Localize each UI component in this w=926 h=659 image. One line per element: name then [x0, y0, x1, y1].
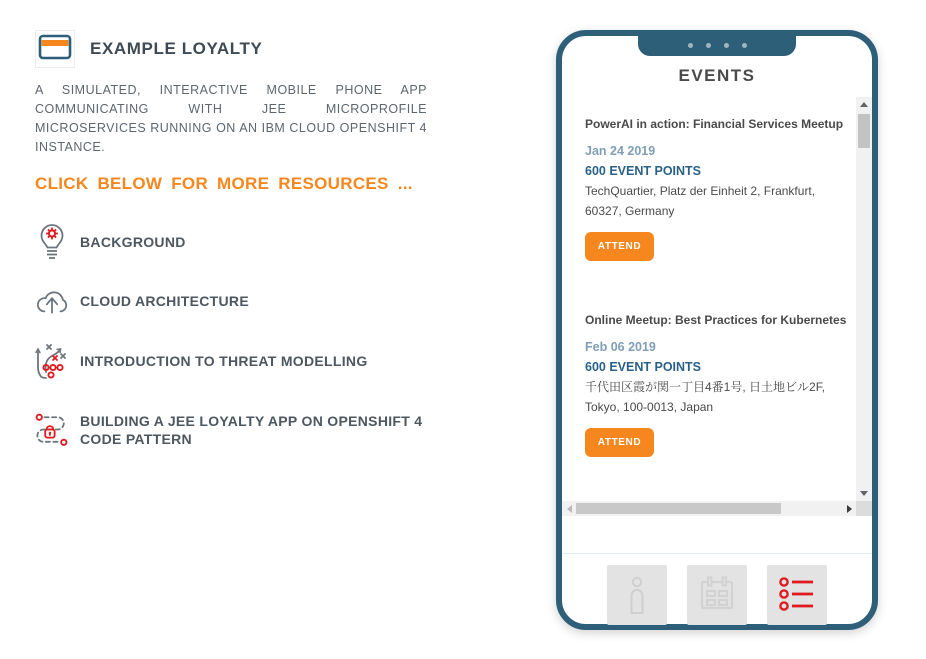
attend-button[interactable]: ATTEND	[585, 428, 654, 457]
event-address-line2: Tokyo, 100-0013, Japan	[585, 400, 714, 414]
attend-button[interactable]: ATTEND	[585, 232, 654, 261]
app-description: A SIMULATED, INTERACTIVE MOBILE PHONE APP COMMUNICATING WITH JEE MICROPROFILE MICROSERVICES RUNNING ON AN IBM CLOUD OPENSHIFT 4 INSTANCE.	[35, 83, 427, 154]
resource-label: INTRODUCTION TO THREAT MODELLING	[80, 353, 368, 369]
scroll-left-button[interactable]	[562, 501, 576, 516]
events-scroll-area	[562, 97, 872, 516]
list-icon	[777, 575, 817, 616]
event-points: 600 EVENT POINTS	[585, 360, 702, 374]
phone-mockup	[556, 30, 878, 630]
resource-label: CLOUD ARCHITECTURE	[80, 293, 249, 309]
resource-link-code-pattern[interactable]	[35, 412, 435, 448]
event-date: Jan 24 2019	[585, 144, 656, 158]
calendar-tab[interactable]	[687, 565, 747, 625]
scroll-down-button[interactable]	[856, 486, 872, 501]
vertical-scrollbar[interactable]	[856, 97, 872, 501]
right-arrow-icon	[847, 505, 852, 513]
event-points: 600 EVENT POINTS	[585, 164, 702, 178]
notch-dot	[724, 43, 729, 48]
horizontal-scroll-thumb[interactable]	[576, 503, 781, 514]
notch-dot	[742, 43, 747, 48]
event-address-line2: 60327, Germany	[585, 204, 675, 218]
notch-dot	[688, 43, 693, 48]
up-arrow-icon	[860, 102, 868, 107]
event-address-line1: TechQuartier, Platz der Einheit 2, Frankfurt,	[585, 184, 816, 198]
person-icon	[620, 574, 654, 617]
scrollbar-corner	[856, 501, 872, 516]
event-card	[585, 117, 856, 261]
event-title: PowerAI in action: Financial Services Meetup	[585, 117, 844, 131]
scroll-right-button[interactable]	[842, 501, 856, 516]
calendar-icon	[697, 574, 737, 617]
secure-path-icon	[35, 412, 69, 448]
app-header	[35, 30, 435, 68]
scroll-up-button[interactable]	[856, 97, 872, 112]
events-list	[562, 97, 856, 501]
lightbulb-gear-icon	[35, 222, 69, 262]
resource-label: BUILDING A JEE LOYALTY APP ON OPENSHIFT 4 CODE PATTERN	[80, 413, 423, 447]
phone-notch	[638, 35, 796, 56]
notch-dot	[706, 43, 711, 48]
event-title: Online Meetup: Best Practices for Kubernetes	[585, 313, 847, 327]
loyalty-card-icon-box	[35, 30, 75, 68]
resources-heading: CLICK BELOW FOR MORE RESOURCES ...	[35, 174, 413, 193]
strategy-play-icon	[35, 342, 69, 380]
events-tab[interactable]	[767, 565, 827, 625]
resource-label: BACKGROUND	[80, 234, 186, 250]
horizontal-scrollbar[interactable]	[562, 501, 856, 516]
event-date: Feb 06 2019	[585, 340, 656, 354]
screen-title: EVENTS	[678, 66, 756, 85]
resource-link-cloud-architecture[interactable]	[35, 286, 435, 316]
resource-link-background[interactable]	[35, 222, 435, 262]
bottom-navigation	[562, 554, 872, 625]
loyalty-card-icon	[38, 33, 72, 66]
resource-link-threat-modelling[interactable]	[35, 342, 435, 380]
vertical-scroll-thumb[interactable]	[858, 114, 870, 148]
event-address-line1: 千代田区霞が関一丁目4番1号, 日土地ビル2F,	[585, 380, 826, 394]
down-arrow-icon	[860, 491, 868, 496]
page-title: EXAMPLE LOYALTY	[90, 39, 263, 58]
cloud-upload-icon	[35, 286, 69, 316]
profile-tab[interactable]	[607, 565, 667, 625]
left-panel	[35, 30, 435, 448]
left-arrow-icon	[567, 505, 572, 513]
event-card	[585, 313, 856, 457]
